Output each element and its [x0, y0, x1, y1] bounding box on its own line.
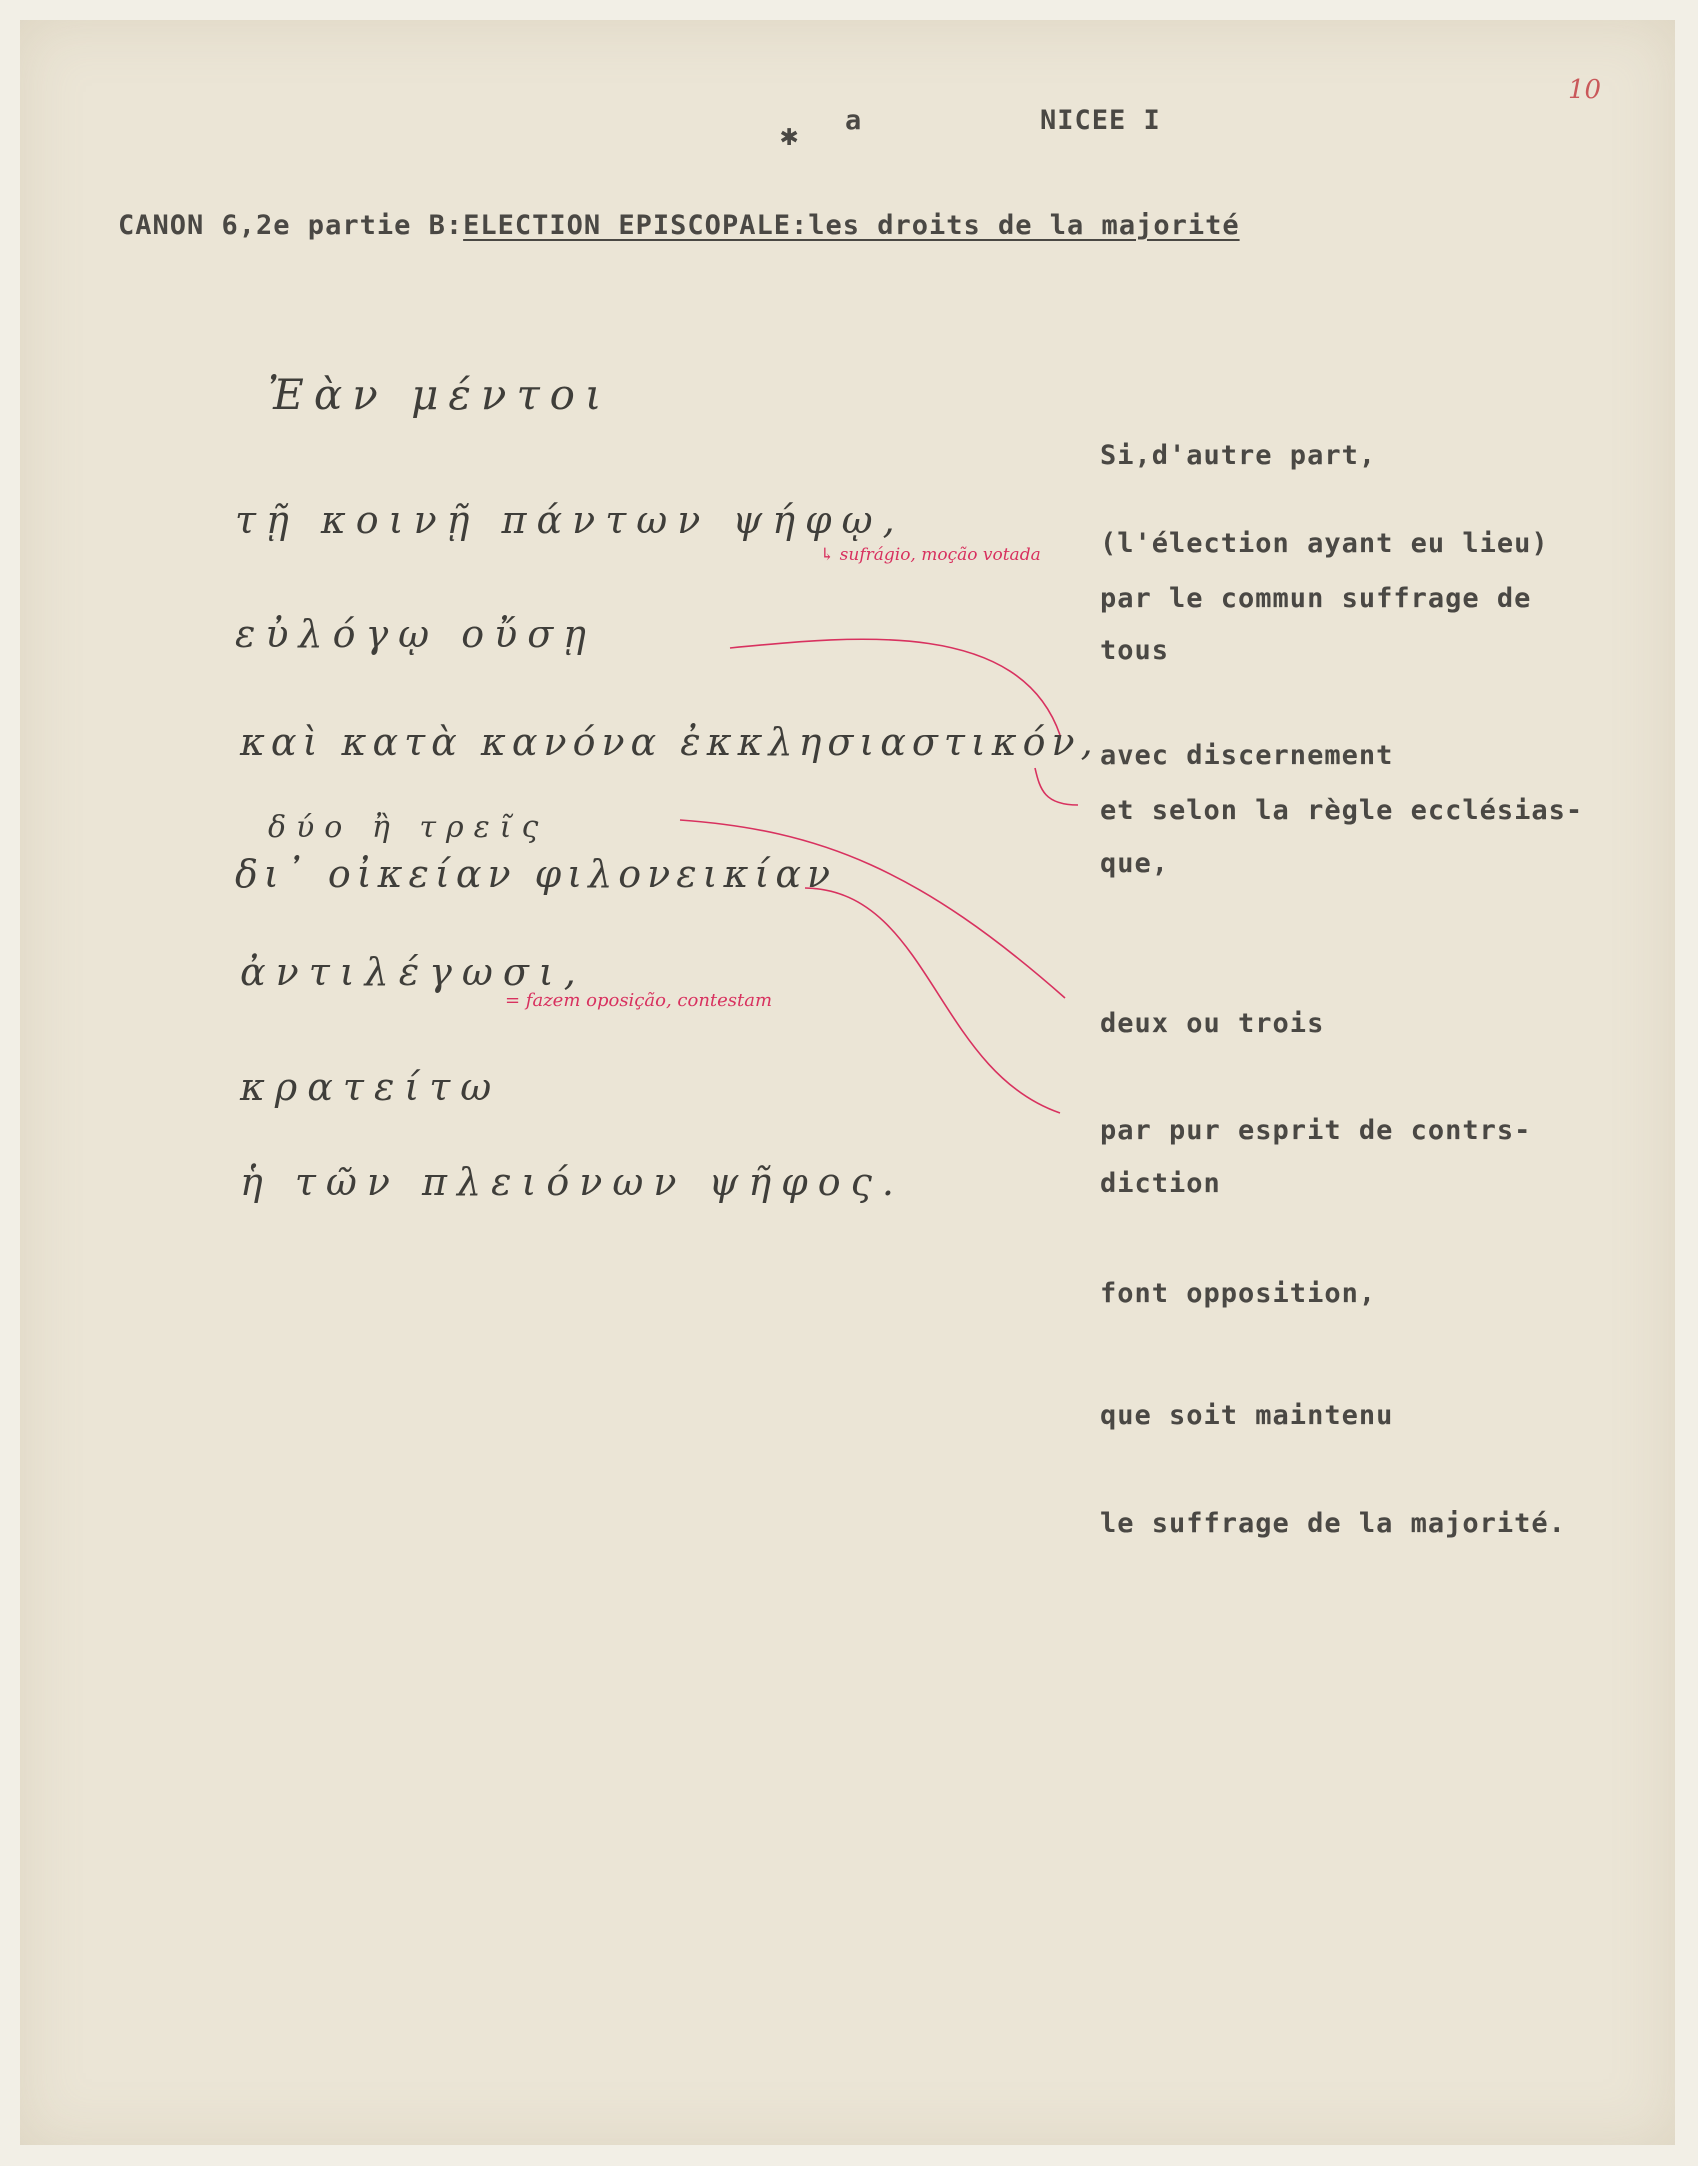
greek-line-3: εὐλόγῳ οὔσῃ: [235, 612, 596, 656]
translation-line-10: diction: [1100, 1168, 1221, 1199]
translation-line-9: par pur esprit de contrs-: [1100, 1115, 1532, 1146]
annotation-suffrage: ↳ sufrágio, moção votada: [820, 545, 1041, 565]
canon-heading-subject: ELECTION EPISCOPALE:les droits de la majorité: [463, 210, 1240, 241]
greek-line-9: ἡ τῶν πλειόνων ψῆφος.: [240, 1160, 904, 1204]
translation-line-13: le suffrage de la majorité.: [1100, 1508, 1566, 1539]
greek-line-4: καὶ κατὰ κανόνα ἐκκλησιαστικόν,: [240, 720, 1099, 764]
greek-line-6: δι᾽ οἰκείαν φιλονεικίαν: [235, 852, 837, 896]
header-title: NICEE I: [1040, 105, 1161, 136]
translation-line-11: font opposition,: [1100, 1278, 1377, 1309]
annotation-opposition: = fazem oposição, contestam: [505, 990, 773, 1011]
greek-line-1: Ἐὰν μέντοι: [268, 370, 612, 419]
translation-line-4: tous: [1100, 635, 1170, 666]
greek-line-8: κρατείτω: [240, 1065, 502, 1109]
translation-line-6: et selon la règle ecclésias-: [1100, 795, 1584, 826]
header-mark: a: [845, 105, 863, 136]
translation-line-3: par le commun suffrage de: [1100, 583, 1532, 614]
translation-line-1: Si,d'autre part,: [1100, 440, 1377, 471]
greek-line-5: δύο ἢ τρεῖς: [268, 810, 549, 845]
page-number: 10: [1568, 75, 1602, 105]
header-star-mark: ✱: [780, 118, 800, 153]
canon-heading-prefix: CANON 6,2e partie B:: [118, 210, 464, 241]
translation-line-8: deux ou trois: [1100, 1008, 1325, 1039]
greek-line-2: τῇ κοινῇ πάντων ψήφῳ,: [235, 498, 905, 542]
canon-heading: [118, 210, 1240, 241]
translation-line-7: que,: [1100, 848, 1170, 879]
greek-line-7: ἀντιλέγωσι,: [240, 950, 586, 994]
translation-line-12: que soit maintenu: [1100, 1400, 1394, 1431]
translation-line-2: (l'élection ayant eu lieu): [1100, 528, 1549, 559]
translation-line-5: avec discernement: [1100, 740, 1394, 771]
